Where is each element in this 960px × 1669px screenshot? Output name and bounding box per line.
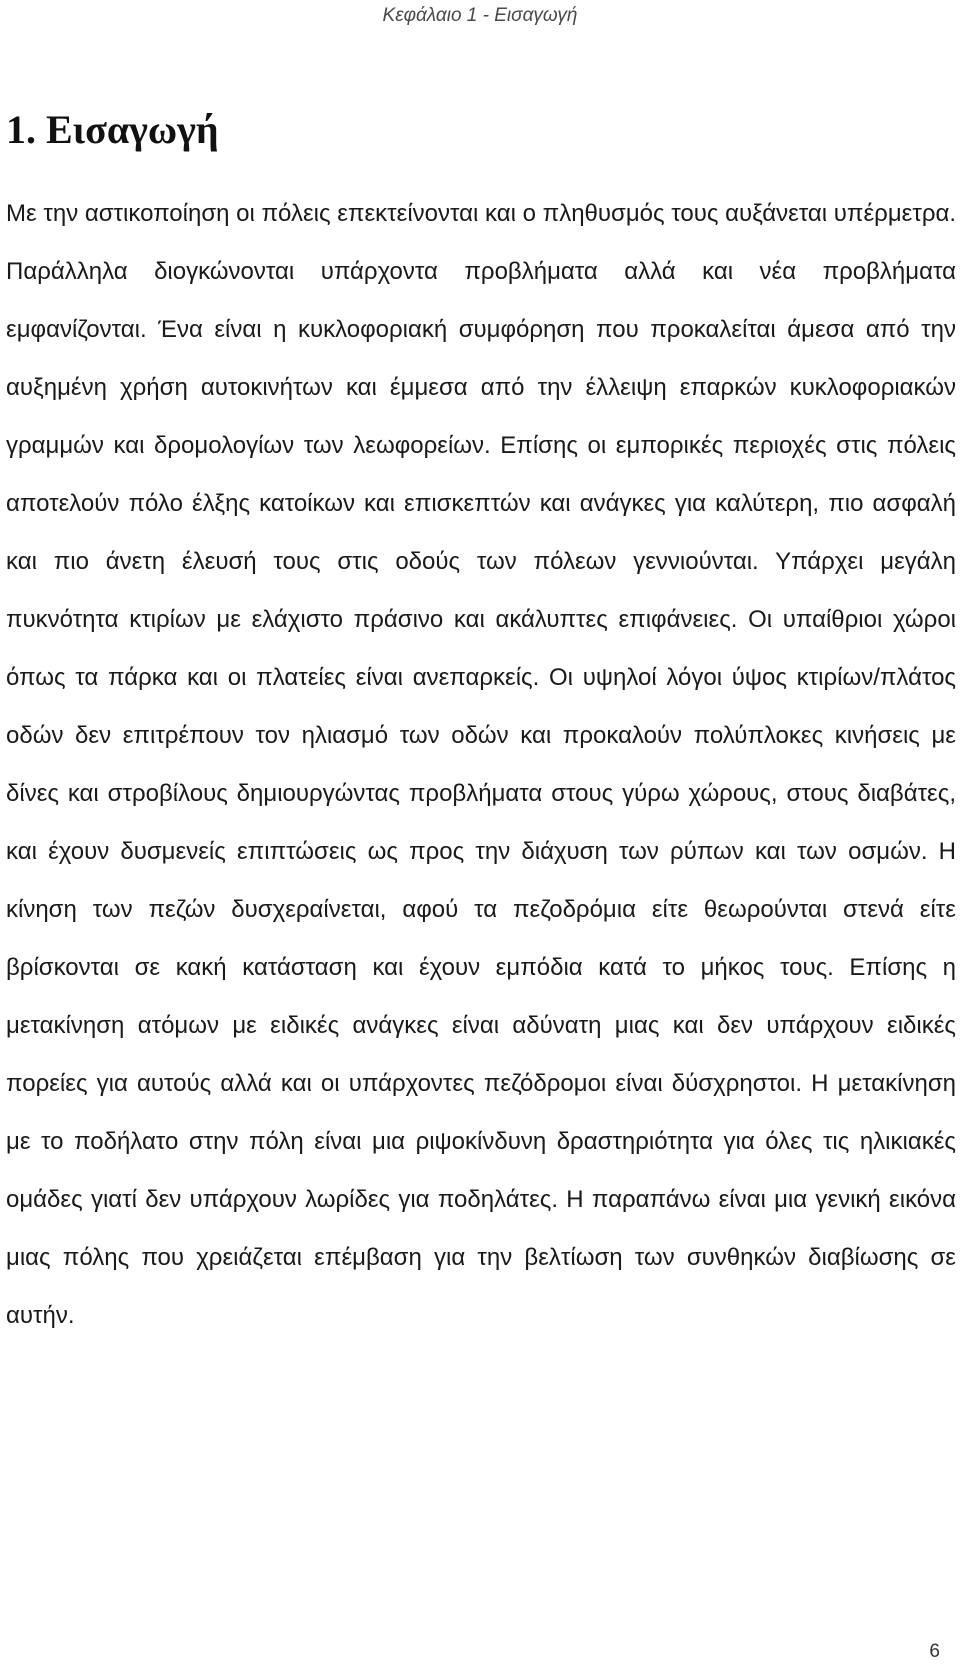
chapter-title: 1. Εισαγωγή (6, 107, 219, 152)
body-paragraph: Με την αστικοποίηση οι πόλεις επεκτείνονται και ο πληθυσμός τους αυξάνεται υπέρμετρα. Παράλληλα διογκώνονται υπάρχοντα προβλήματα αλλά και νέα προβλήματα εμφανίζονται. Ένα είναι η κυκλοφοριακή συμφόρηση που προκαλείται άμεσα από την αυξημένη χρήση αυτοκινήτων και έμμεσα από την έλλειψη επαρκών κυκλοφοριακών γραμμών και δρομολογίων των λεωφορείων. Επίσης οι εμπορικές περιοχές στις πόλεις αποτελούν πόλο έλξης κατοίκων και επισκεπτών και ανάγκες για καλύτερη, πιο ασφαλή και πιο άνετη έλευσή τους στις οδούς των πόλεων γεννιούνται. Υπάρχει μεγάλη πυκνότητα κτιρίων με ελάχιστο πράσινο και ακάλυπτες επιφάνειες. Οι υπαίθριοι χώροι όπως τα πάρκα και οι πλατείες είναι ανεπαρκείς. Οι υψηλοί λόγοι ύψος κτιρίων/πλάτος οδών δεν επιτρέπουν τον ηλιασμό των οδών και προκαλούν πολύπλοκες κινήσεις με δίνες και στροβίλους δημιουργώντας προβλήματα στους γύρω χώρους, στους διαβάτες, και έχουν δυσμενείς επιπτώσεις ως προς την διάχυση των ρύπων και των οσμών. Η κίνηση των πεζών δυσχεραίνεται, αφού τα πεζοδρόμια είτε θεωρούνται στενά είτε βρίσκονται σε κακή κατάσταση και έχουν εμπόδια κατά το μήκος τους. Επίσης η μετακίνηση ατόμων με ειδικές ανάγκες είναι αδύνατη μιας και δεν υπάρχουν ειδικές πορείες για αυτούς αλλά και οι υπάρχοντες πεζόδρομοι είναι δύσχρηστοι. Η μετακίνηση με το ποδήλατο στην πόλη είναι μια ριψοκίνδυνη δραστηριότητα για όλες τις ηλικιακές ομάδες γιατί δεν υπάρχουν λωρίδες για ποδηλάτες. Η παραπάνω είναι μια γενική εικόνα μιας πόλης που χρειάζεται επέμβαση για την βελτίωση των συνθηκών διαβίωσης σε αυτήν. (6, 200, 957, 1329)
running-header: Κεφάλαιο 1 - Εισαγωγή (382, 5, 578, 26)
page-number: 6 (929, 1641, 940, 1662)
